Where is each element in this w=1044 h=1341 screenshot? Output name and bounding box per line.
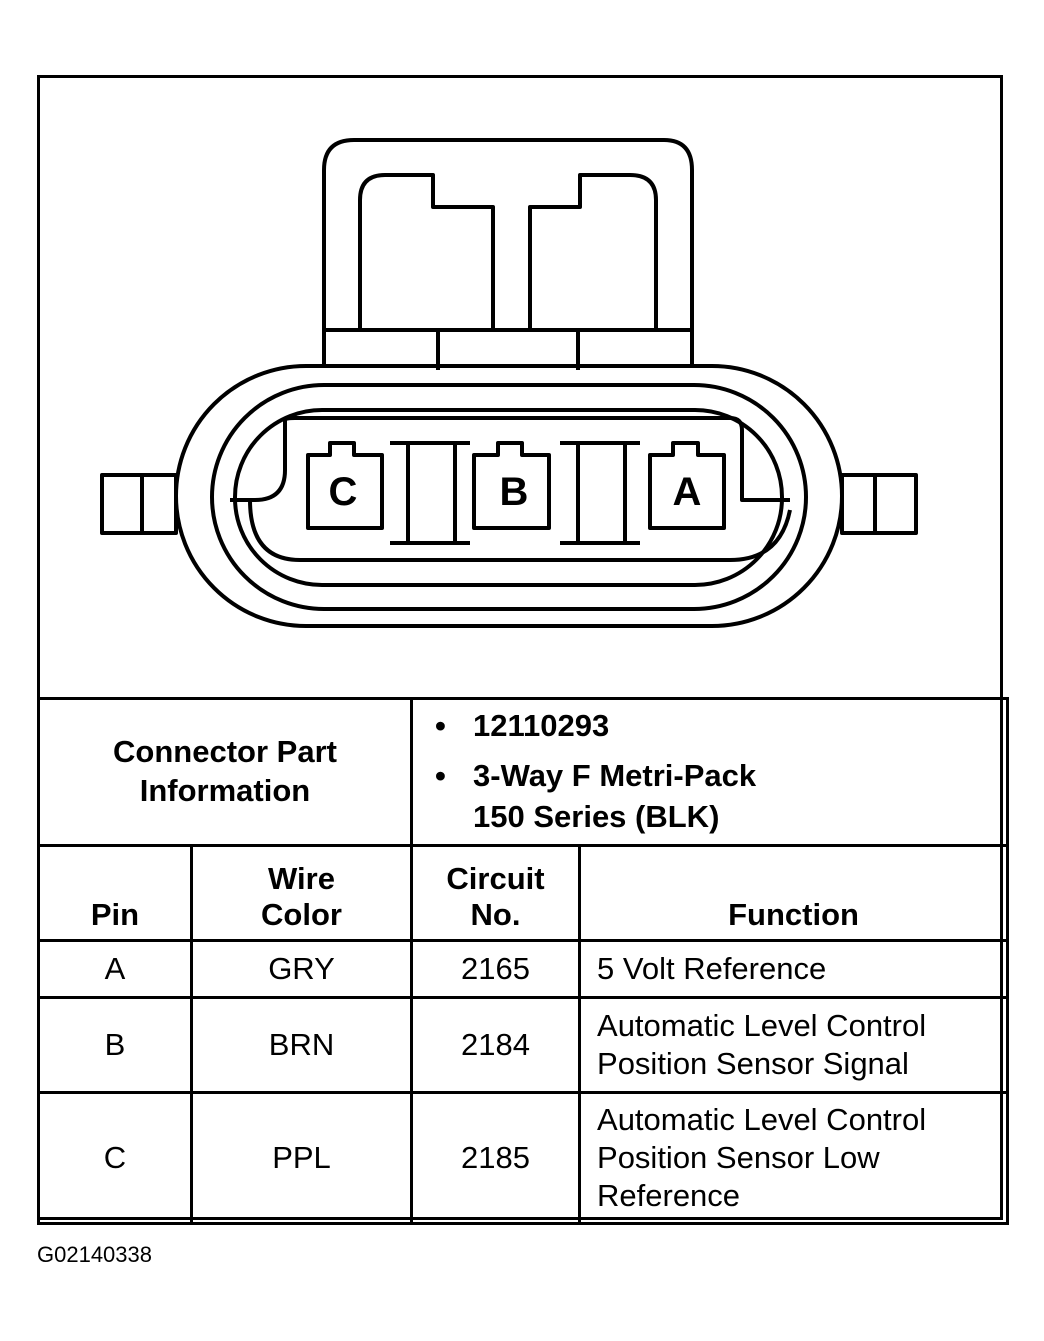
part-info-label-line2: Information xyxy=(139,773,311,808)
figure-id: G02140338 xyxy=(37,1242,152,1267)
pin-b-label: B xyxy=(499,470,529,514)
right-tab xyxy=(842,475,916,533)
part-info-label xyxy=(39,699,412,846)
circuit-cell: 2184 xyxy=(412,998,580,1093)
wire-color-cell: GRY xyxy=(192,941,412,998)
part-number: 12110293 xyxy=(473,708,610,743)
table-row xyxy=(39,1093,1008,1224)
bullet-icon: • xyxy=(435,708,446,743)
pin-cell: C xyxy=(39,1093,192,1224)
function-line: 5 Volt Reference xyxy=(597,950,827,986)
header-circuit-line2: No. xyxy=(470,897,521,932)
header-circuit-line1: Circuit xyxy=(446,861,545,896)
pin-a-label: A xyxy=(672,470,702,514)
pin-cell: B xyxy=(39,998,192,1093)
pin-cavity-outline xyxy=(230,420,285,500)
latch-inner-outline-right xyxy=(530,175,656,330)
header-function: Function xyxy=(580,846,1008,941)
pin-cell: A xyxy=(39,941,192,998)
part-info-row xyxy=(39,699,1008,846)
function-line: Automatic Level Control xyxy=(597,1101,927,1137)
function-cell xyxy=(580,998,1008,1093)
part-description-item xyxy=(435,756,1006,837)
latch-inner-outline xyxy=(360,175,493,330)
circuit-cell: 2165 xyxy=(412,941,580,998)
header-wire-color-line1: Wire xyxy=(268,861,335,896)
function-line: Position Sensor Low xyxy=(597,1139,880,1175)
bullet-icon: • xyxy=(435,758,446,794)
header-pin: Pin xyxy=(39,846,192,941)
wire-color-cell: PPL xyxy=(192,1093,412,1224)
function-line: Automatic Level Control xyxy=(597,1007,927,1043)
table-row xyxy=(39,941,1008,998)
connector-pin-table xyxy=(37,697,1009,1225)
part-info-values xyxy=(412,699,1008,846)
table-header-row xyxy=(39,846,1008,941)
header-wire-color xyxy=(192,846,412,941)
header-circuit xyxy=(412,846,580,941)
wire-color-cell: BRN xyxy=(192,998,412,1093)
function-line: Position Sensor Signal xyxy=(597,1046,909,1081)
part-description-line2: 150 Series (BLK) xyxy=(473,798,720,834)
left-tab xyxy=(102,475,176,533)
function-cell xyxy=(580,1093,1008,1224)
circuit-cell: 2185 xyxy=(412,1093,580,1224)
pin-c-label: C xyxy=(328,470,358,514)
part-description-line1: 3-Way F Metri-Pack xyxy=(473,758,757,794)
function-line: Reference xyxy=(597,1178,741,1214)
table-row xyxy=(39,998,1008,1093)
part-number-item xyxy=(435,706,1006,746)
header-wire-color-line2: Color xyxy=(261,897,342,932)
part-info-label-line1: Connector Part xyxy=(113,734,337,770)
function-cell xyxy=(580,941,1008,998)
